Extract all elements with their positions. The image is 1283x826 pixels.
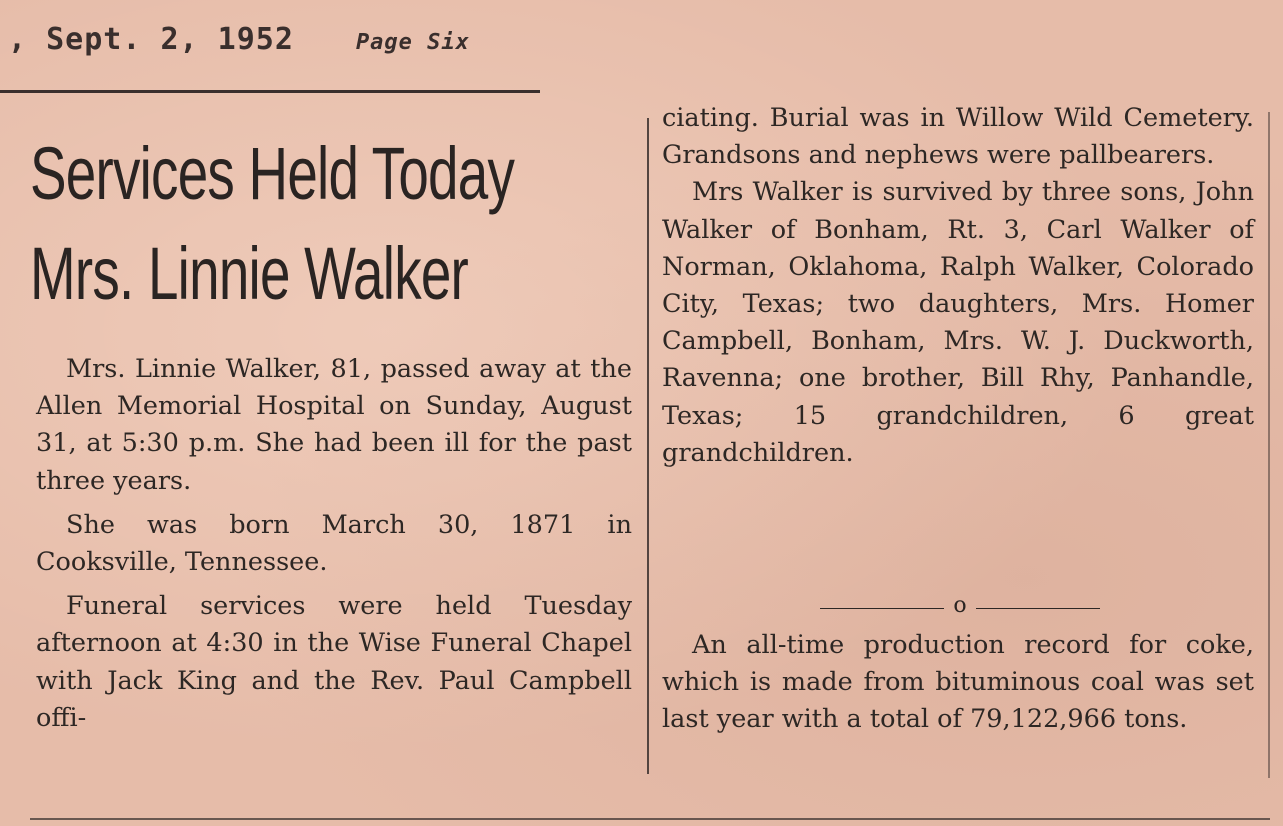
coke-production-paragraph: An all-time production record for coke, which is made from bituminous coal was set last year with a total of 79,122,966 tons.: [662, 630, 1254, 735]
survivors-paragraph: Mrs Walker is survived by three sons, John Walker of Bonham, Rt. 3, Carl Walker of Norman, Oklahoma, Ralph Walker, Colorado City, Texas; two daughters, Mrs. Homer Campbell, Bonham, Mrs. W. J. Duckworth, Ravenna; one brother, Bill Rhy, Panhandle, Texas; 15 grandchildren, 6 great grandchildren.: [662, 177, 1254, 468]
right-column: [662, 100, 1254, 472]
top-rule: [0, 90, 540, 93]
article-separator: [820, 593, 1100, 621]
obituary-paragraph-1: Mrs. Linnie Walker, 81, passed away at the Allen Memorial Hospital on Sunday, August 31, at 5:30 p.m. She had been ill for the past three years.: [36, 354, 632, 496]
dateline-page: Page Six: [355, 30, 470, 55]
obituary-paragraph-3: Funeral services were held Tuesday afternoon at 4:30 in the Wise Funeral Chapel with Jack King and the Rev. Paul Campbell offi-: [36, 591, 632, 733]
separator-mark: o: [953, 593, 967, 618]
column-divider: [647, 118, 649, 774]
headline-line-1: Services Held Today: [30, 132, 515, 215]
headline-line-2: Mrs. Linnie Walker: [30, 232, 469, 315]
obituary-continuation: ciating. Burial was in Willow Wild Cemetery. Grandsons and nephews were pallbearers.: [662, 103, 1254, 171]
bottom-rule: [30, 818, 1270, 820]
left-column: [36, 351, 632, 737]
obituary-paragraph-2: She was born March 30, 1871 in Cooksville, Tennessee.: [36, 509, 632, 578]
dateline: [8, 22, 470, 57]
right-edge-rule: [1268, 112, 1270, 778]
headline: [30, 124, 515, 324]
filler-item: [662, 627, 1254, 739]
dateline-date: , Sept. 2, 1952: [8, 22, 294, 57]
